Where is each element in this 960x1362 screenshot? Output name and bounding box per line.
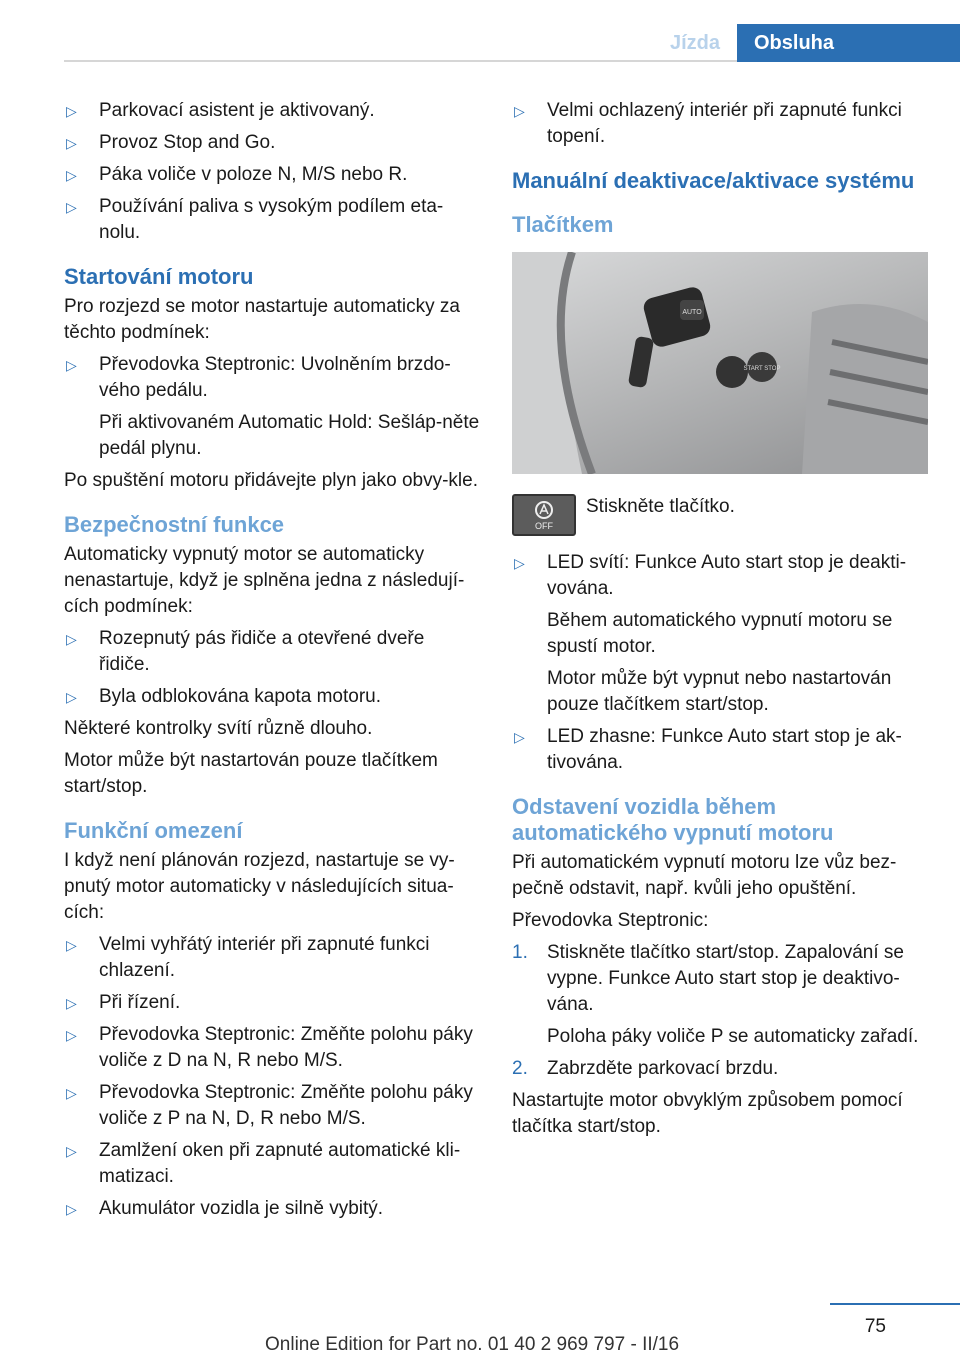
right-column [512,98,928,1146]
list-item: ▷ LED svítí: Funkce Auto start stop je deakti-vována. [514,552,907,599]
dashboard-photo [512,252,928,474]
dashboard-photo-drawing [512,252,928,474]
triangle-bullet-icon: ▷ [66,199,77,215]
section-heading: Bezpečnostní funkce [64,512,285,537]
list-item: ▷ Při řízení. [64,990,480,1016]
list-item: ▷ Velmi vyhřátý interiér při zapnuté funkci chlazení. [66,934,430,981]
auto-start-stop-off-icon [512,494,576,536]
triangle-bullet-icon: ▷ [66,1027,77,1043]
triangle-bullet-icon: ▷ [66,1201,77,1217]
triangle-bullet-icon: ▷ [66,937,77,953]
triangle-bullet-icon: ▷ [66,135,77,151]
list-item: ▷ Byla odblokována kapota motoru. [64,684,480,710]
auto-label: AUTO [682,309,702,316]
tab-obsluha[interactable]: Obsluha [737,24,960,62]
list-item: ▷ Velmi ochlazený interiér při zapnuté funkci topení. [514,100,902,147]
triangle-bullet-icon: ▷ [514,555,525,571]
startstop-label: START STOP [743,366,781,372]
paragraph: Převodovka Steptronic: [512,910,709,931]
icon-off-label: OFF [535,521,553,531]
list-item: ▷ Zamlžení oken při zapnuté automatické kli-matizaci. [66,1140,461,1187]
list-item: ▷ Používání paliva s vysokým podílem eta-nolu. [66,196,444,243]
list-item: ▷ LED zhasne: Funkce Auto start stop je ak-tivována. [514,726,902,773]
icon-caption: Stiskněte tlačítko. [586,496,735,517]
triangle-bullet-icon: ▷ [66,689,77,705]
edition-footer: Online Edition for Part no. 01 40 2 969 797 - II/16 [265,1334,680,1355]
section-heading: Startování motoru [64,264,254,289]
step-continuation: Poloha páky voliče P se automaticky zařadí. [547,1026,919,1047]
section-heading: Funkční omezení [64,818,243,843]
triangle-bullet-icon: ▷ [66,631,77,647]
page-header [0,0,960,62]
triangle-bullet-icon: ▷ [66,1085,77,1101]
subsection-heading: Tlačítkem [512,212,614,237]
list-item: ▷ Akumulátor vozidla je silně vybitý. [64,1196,480,1222]
list-item-continuation: Při aktivovaném Automatic Hold: Sešláp-něte pedál plynu. [99,412,480,459]
icon-caption-row [512,494,928,538]
list-item-continuation: Motor může být vypnut nebo nastartován pouze tlačítkem start/stop. [547,668,892,715]
section-heading: Manuální deaktivace/aktivace systému [512,168,915,193]
numbered-step: 1. Stiskněte tlačítko start/stop. Zapalování se vypne. Funkce Auto start stop je deaktivo-vána. [512,942,904,1015]
list-item-continuation: Během automatického vypnutí motoru se spustí motor. [547,610,893,657]
paragraph: Automaticky vypnutý motor se automaticky nenastartuje, když je splněna jedna z následují-cích podmínek: [64,544,465,617]
paragraph: Některé kontrolky svítí různě dlouho. [64,718,373,739]
paragraph: Při automatickém vypnutí motoru lze vůz bez-pečně odstavit, např. kvůli jeho opuštění. [512,852,897,899]
paragraph: Po spuštění motoru přidávejte plyn jako obvy-kle. [64,470,478,491]
paragraph: Motor může být nastartován pouze tlačítkem start/stop. [64,750,438,797]
triangle-bullet-icon: ▷ [66,357,77,373]
list-item: ▷ Parkovací asistent je aktivovaný. [64,98,480,124]
triangle-bullet-icon: ▷ [514,729,525,745]
triangle-bullet-icon: ▷ [514,103,525,119]
triangle-bullet-icon: ▷ [66,1143,77,1159]
triangle-bullet-icon: ▷ [66,167,77,183]
paragraph: Nastartujte motor obvyklým způsobem pomocí tlačítka start/stop. [512,1090,903,1137]
section-heading: Odstavení vozidla během automatického vypnutí motoru [512,794,834,845]
header-rule [64,60,737,62]
paragraph: I když není plánován rozjezd, nastartuje se vy-pnutý motor automaticky v následujících situa-cích: [64,850,455,923]
list-item: ▷ Převodovka Steptronic: Změňte polohu páky voliče z D na N, R nebo M/S. [66,1024,473,1071]
list-item: ▷ Převodovka Steptronic: Uvolněním brzdo-vého pedálu. [66,354,451,401]
footer-rule [830,1303,960,1305]
list-item: ▷ Rozepnutý pás řidiče a otevřené dveře řidiče. [66,628,425,675]
list-item: ▷ Převodovka Steptronic: Změňte polohu páky voliče z P na N, D, R nebo M/S. [66,1082,473,1129]
tab-jizda[interactable]: Jízda [669,32,720,54]
page-number: 75 [864,1316,886,1337]
list-item: ▷ Provoz Stop and Go. [64,130,480,156]
paragraph: Pro rozjezd se motor nastartuje automaticky za těchto podmínek: [64,296,461,343]
numbered-step: 2. Zabrzděte parkovací brzdu. [512,1058,779,1079]
left-column [64,98,480,1228]
triangle-bullet-icon: ▷ [66,995,77,1011]
list-item: ▷ Páka voliče v poloze N, M/S nebo R. [64,162,480,188]
triangle-bullet-icon: ▷ [66,103,77,119]
